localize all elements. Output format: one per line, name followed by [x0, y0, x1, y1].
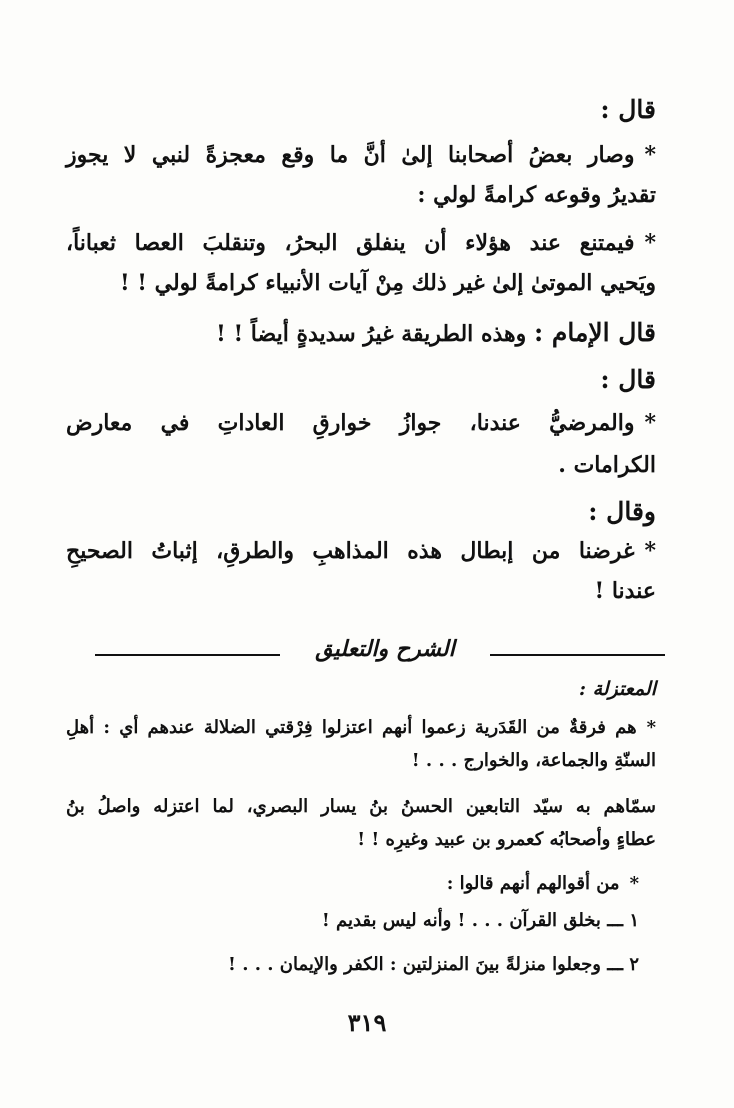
- bullet-star-icon: *: [644, 142, 656, 168]
- paragraph-1-line-1: *وصار بعضُ أصحابنا إلىٰ أنَّ ما وقع معجزةً لنبي لا يجوز: [66, 142, 656, 168]
- divider-line-right: [490, 654, 665, 656]
- page-number: ٣١٩: [347, 1008, 387, 1037]
- list-item: [49, 910, 639, 931]
- imam-label: قال الإمام :: [533, 318, 656, 347]
- mutazila-p1-line-2: السنّةِ والجماعة، والخوارج . . . !: [411, 750, 656, 771]
- mutazila-title: المعتزلة :: [578, 678, 656, 700]
- list-item-text: بخلق القرآن . . . ! وأنه ليس بقديم !: [321, 910, 601, 931]
- commentary-title: الشرح والتعليق: [315, 636, 455, 662]
- paragraph-2-line-2: ويَحيي الموتىٰ إلىٰ غير ذلك مِنْ آيات الأنبياء كرامةً لولي ! !: [119, 270, 656, 296]
- list-item-dash: ـــ: [607, 910, 624, 931]
- bullet-star-icon: *: [646, 717, 656, 738]
- list-item: [49, 954, 639, 975]
- divider-line-left: [95, 654, 280, 656]
- list-item-number: ١: [629, 910, 639, 931]
- paragraph-3-line-1: *والمرضيُّ عندنا، جوازُ خوارقِ العاداتِ في معارض: [66, 410, 656, 436]
- mutazila-p1-line-1: *هم فرقةٌ من القَدَرية زعموا أنهم اعتزلوا فِرْقتي الضلالة عندهم أي : أهلِ: [66, 717, 656, 738]
- bullet-star-icon: *: [644, 538, 656, 564]
- imam-text: وهذه الطريقة غيرُ سديدةٍ أيضاً ! !: [216, 321, 527, 347]
- sayings-title: *من أقوالهم أنهم قالوا :: [446, 873, 639, 894]
- mutazila-p2-line-2: عطاءٍ وأصحابُه كعمرو بن عبيد وغيرِه ! !: [357, 829, 656, 850]
- commentary-divider: [95, 636, 665, 666]
- list-item-dash: ـــ: [607, 954, 624, 975]
- section-heading-qal: قال :: [600, 95, 656, 124]
- paragraph-1-line-2: تقديرُ وقوعه كرامةً لولي :: [417, 182, 656, 208]
- paragraph-2-line-1: *فيمتنع عند هؤلاء أن ينفلق البحرُ، وتنقلبَ العصا ثعباناً،: [66, 230, 656, 256]
- bullet-star-icon: *: [644, 410, 656, 436]
- section-heading-waqal: وقال :: [588, 497, 656, 526]
- bullet-star-icon: *: [644, 230, 656, 256]
- imam-statement: [66, 318, 656, 347]
- section-heading-qal-2: قال :: [600, 365, 656, 394]
- list-item-number: ٢: [629, 954, 639, 975]
- paragraph-4-line-2: عندنا !: [594, 578, 656, 604]
- list-item-text: وجعلوا منزلةً بينَ المنزلتين : الكفر والإيمان . . . !: [228, 954, 601, 975]
- paragraph-4-line-1: *غرضنا من إبطال هذه المذاهبِ والطرقِ، إثباتُ الصحيحِ: [66, 538, 656, 564]
- mutazila-p2-line-1: سمّاهم به سيّد التابعين الحسنُ بنُ يسار البصري، لما اعتزله واصلُ بنُ: [66, 796, 656, 817]
- bullet-star-icon: *: [629, 873, 639, 894]
- paragraph-3-line-2: الكرامات .: [558, 452, 656, 478]
